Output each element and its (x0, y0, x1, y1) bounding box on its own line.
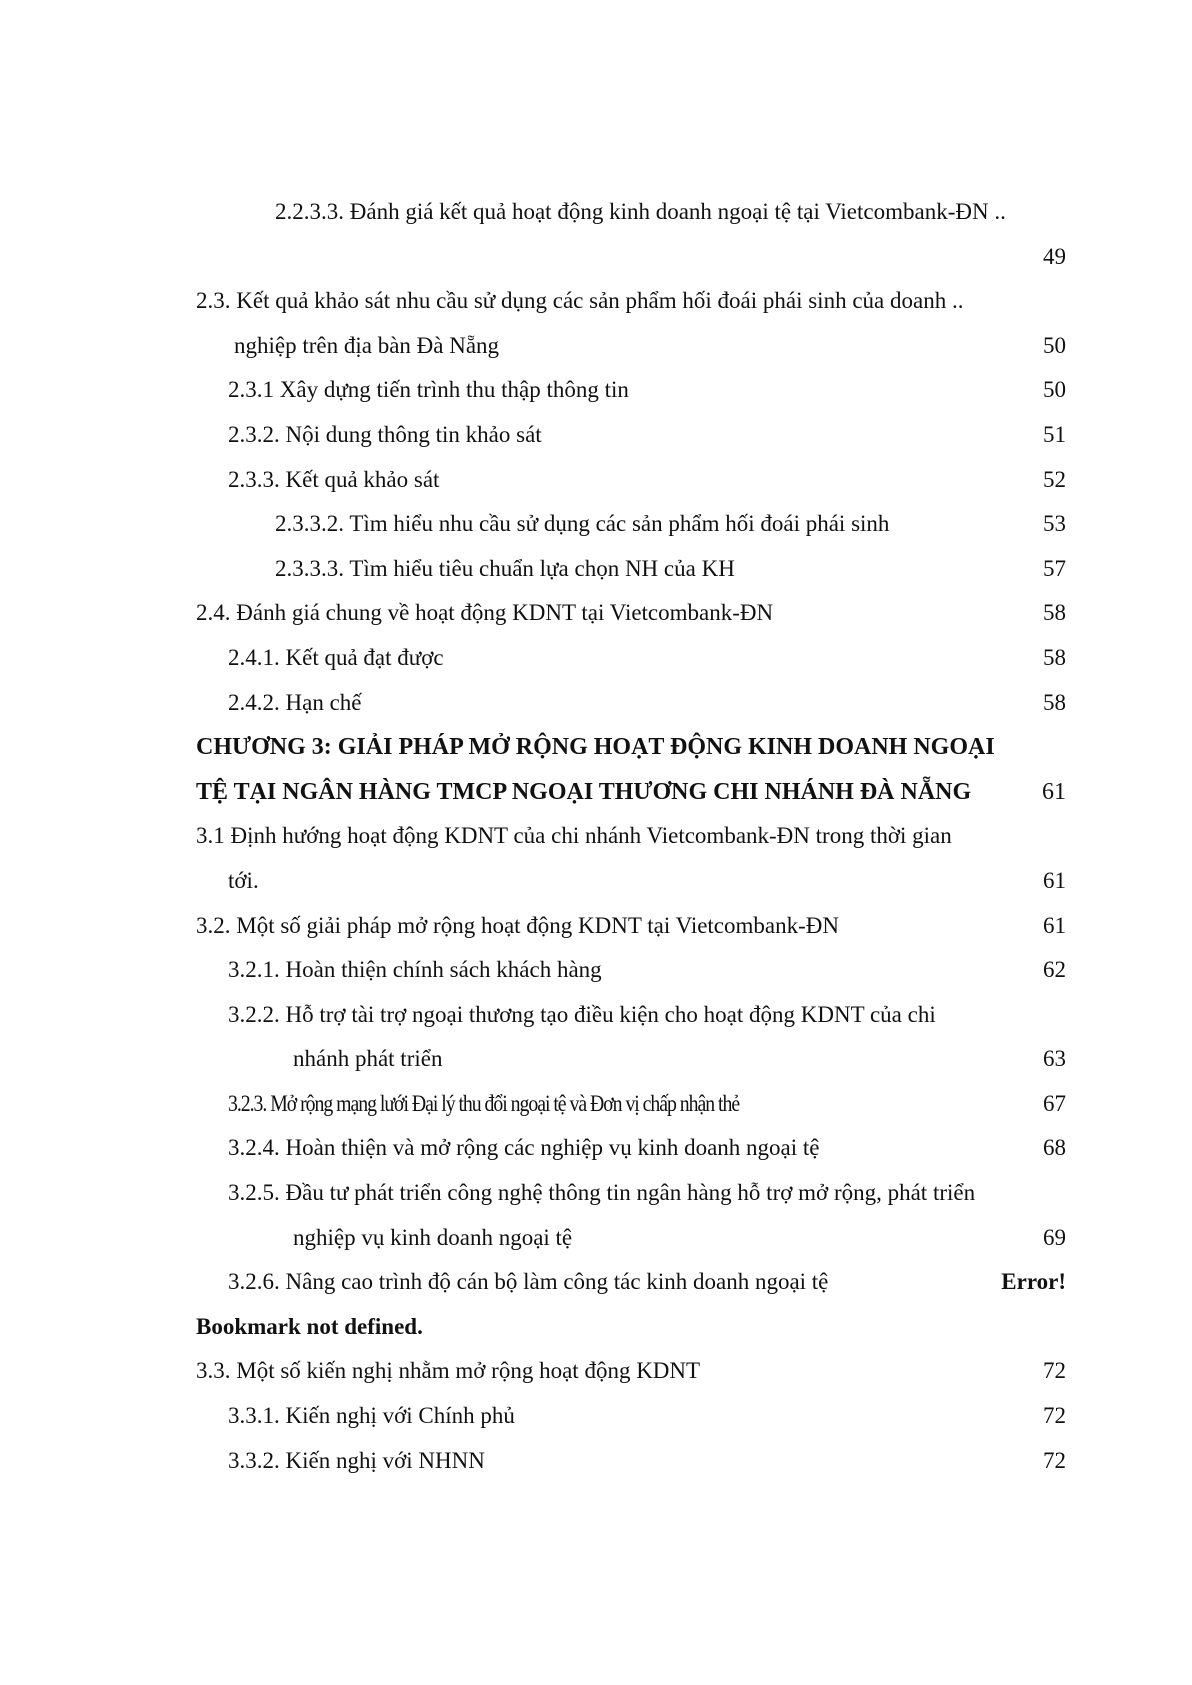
toc-entry-text: 2.3.3.2. Tìm hiểu nhu cầu sử dụng các sản phẩm hối đoái phái sinh (275, 511, 890, 537)
toc-page-number: 58 (1043, 644, 1066, 670)
toc-entry-text: 2.4. Đánh giá chung về hoạt động KDNT tại Vietcombank-ĐN (196, 600, 774, 626)
table-of-contents (196, 190, 1066, 1483)
toc-entry-2-3-3[interactable] (196, 458, 1066, 503)
toc-chapter-3-continuation[interactable] (196, 770, 1066, 815)
toc-entry-text: 2.4.1. Kết quả đạt được (228, 644, 444, 670)
toc-page-number: 72 (1043, 1447, 1066, 1473)
toc-page-number: 50 (1043, 332, 1066, 358)
toc-entry-text: 2.3.1 Xây dựng tiến trình thu thập thông tin (228, 377, 629, 403)
toc-entry-2-3-2[interactable] (196, 413, 1066, 458)
toc-entry-2-4-2[interactable] (196, 681, 1066, 726)
toc-page-number: 68 (1043, 1135, 1066, 1161)
toc-entry-3-2-6-continuation (196, 1305, 1066, 1350)
toc-page-number: 72 (1043, 1403, 1066, 1429)
toc-entry-3-2-5-continuation[interactable] (196, 1216, 1066, 1261)
toc-entry-text: nghiệp vụ kinh doanh ngoại tệ (293, 1224, 573, 1250)
toc-entry-3-2[interactable] (196, 904, 1066, 949)
toc-entry-2-3-1[interactable] (196, 368, 1066, 413)
toc-entry-text: 3.2.6. Nâng cao trình độ cán bộ làm công tác kinh doanh ngoại tệ (228, 1269, 829, 1295)
toc-entry-3-2-6[interactable] (196, 1260, 1066, 1305)
toc-entry-text: 2.3.3.3. Tìm hiểu tiêu chuẩn lựa chọn NH của KH (275, 555, 735, 581)
toc-page-number: 57 (1043, 555, 1066, 581)
toc-entry-text: nghiệp trên địa bàn Đà Nẵng (234, 332, 500, 358)
toc-entry-2-4[interactable] (196, 591, 1066, 636)
toc-page-number: 50 (1043, 377, 1066, 403)
toc-entry-3-3[interactable] (196, 1349, 1066, 1394)
toc-entry-3-3-2[interactable] (196, 1439, 1066, 1484)
toc-entry-3-1-continuation[interactable] (196, 859, 1066, 904)
toc-chapter-text: CHƯƠNG 3: GIẢI PHÁP MỞ RỘNG HOẠT ĐỘNG KINH DOANH NGOẠI (196, 734, 995, 761)
toc-entry-text: 3.2.3. Mở rộng mạng lưới Đại lý thu đổi ngoại tệ và Đơn vị chấp nhận thẻ (228, 1090, 740, 1116)
toc-error-text: Error! (1001, 1269, 1066, 1295)
toc-entry-text: 2.3. Kết quả khảo sát nhu cầu sử dụng các sản phẩm hối đoái phái sinh của doanh .. (196, 288, 964, 314)
toc-entry-2-3-3-3[interactable] (196, 547, 1066, 592)
toc-entry-text: 3.1 Định hướng hoạt động KDNT của chi nhánh Vietcombank-ĐN trong thời gian (196, 823, 952, 849)
toc-entry-2-4-1[interactable] (196, 636, 1066, 681)
toc-entry-3-2-5[interactable] (196, 1171, 1066, 1216)
toc-page-number: 51 (1043, 421, 1066, 447)
toc-page-number: 62 (1043, 957, 1066, 983)
toc-page-number: 52 (1043, 466, 1066, 492)
toc-page-number: 58 (1043, 600, 1066, 626)
toc-entry-3-2-4[interactable] (196, 1126, 1066, 1171)
toc-page-number: 63 (1043, 1046, 1066, 1072)
toc-entry-3-2-1[interactable] (196, 948, 1066, 993)
toc-entry-2-2-3-3-continuation[interactable] (196, 235, 1066, 280)
toc-chapter-text: TỆ TẠI NGÂN HÀNG TMCP NGOẠI THƯƠNG CHI NHÁNH ĐÀ NẴNG (196, 778, 972, 805)
toc-entry-3-2-2-continuation[interactable] (196, 1037, 1066, 1082)
toc-page-number: 49 (1043, 243, 1066, 269)
toc-page-number: 61 (1043, 912, 1066, 938)
toc-entry-text: 3.2.1. Hoàn thiện chính sách khách hàng (228, 957, 602, 983)
toc-entry-text: nhánh phát triển (293, 1046, 443, 1072)
toc-entry-2-3-continuation[interactable] (196, 324, 1066, 369)
toc-page-number: 58 (1043, 689, 1066, 715)
toc-entry-2-2-3-3[interactable] (196, 190, 1066, 235)
toc-entry-text: 2.3.2. Nội dung thông tin khảo sát (228, 421, 542, 447)
toc-page-number: 69 (1043, 1224, 1066, 1250)
toc-page-number: 72 (1043, 1358, 1066, 1384)
toc-entry-text: 3.2.2. Hỗ trợ tài trợ ngoại thương tạo điều kiện cho hoạt động KDNT của chi (228, 1001, 936, 1027)
toc-entry-text: 3.3.1. Kiến nghị với Chính phủ (228, 1403, 515, 1429)
toc-entry-text: 3.3.2. Kiến nghị với NHNN (228, 1447, 485, 1473)
toc-chapter-3-heading[interactable] (196, 725, 1066, 770)
toc-entry-text: 3.2.4. Hoàn thiện và mở rộng các nghiệp vụ kinh doanh ngoại tệ (228, 1135, 820, 1161)
toc-entry-3-1[interactable] (196, 814, 1066, 859)
toc-entry-text: 2.2.3.3. Đánh giá kết quả hoạt động kinh doanh ngoại tệ tại Vietcombank-ĐN .. (275, 199, 1006, 224)
toc-entry-3-3-1[interactable] (196, 1394, 1066, 1439)
toc-entry-2-3-3-2[interactable] (196, 502, 1066, 547)
toc-page-number: 67 (1043, 1090, 1066, 1116)
toc-page-number: 61 (1042, 778, 1066, 805)
toc-entry-3-2-2[interactable] (196, 993, 1066, 1038)
toc-page-number: 61 (1043, 867, 1066, 893)
toc-entry-3-2-3[interactable] (196, 1082, 1066, 1127)
toc-entry-text: tới. (228, 867, 259, 893)
toc-entry-text: 2.4.2. Hạn chế (228, 689, 362, 715)
toc-entry-text: 2.3.3. Kết quả khảo sát (228, 466, 440, 492)
toc-entry-text: 3.2. Một số giải pháp mở rộng hoạt động KDNT tại Vietcombank-ĐN (196, 912, 839, 938)
toc-entry-text: 3.2.5. Đầu tư phát triển công nghệ thông tin ngân hàng hỗ trợ mở rộng, phát triển (228, 1180, 976, 1206)
toc-entry-2-3[interactable] (196, 279, 1066, 324)
toc-page-number: 53 (1043, 511, 1066, 537)
toc-error-text: Bookmark not defined. (196, 1313, 423, 1339)
toc-entry-text: 3.3. Một số kiến nghị nhằm mở rộng hoạt động KDNT (196, 1358, 701, 1384)
